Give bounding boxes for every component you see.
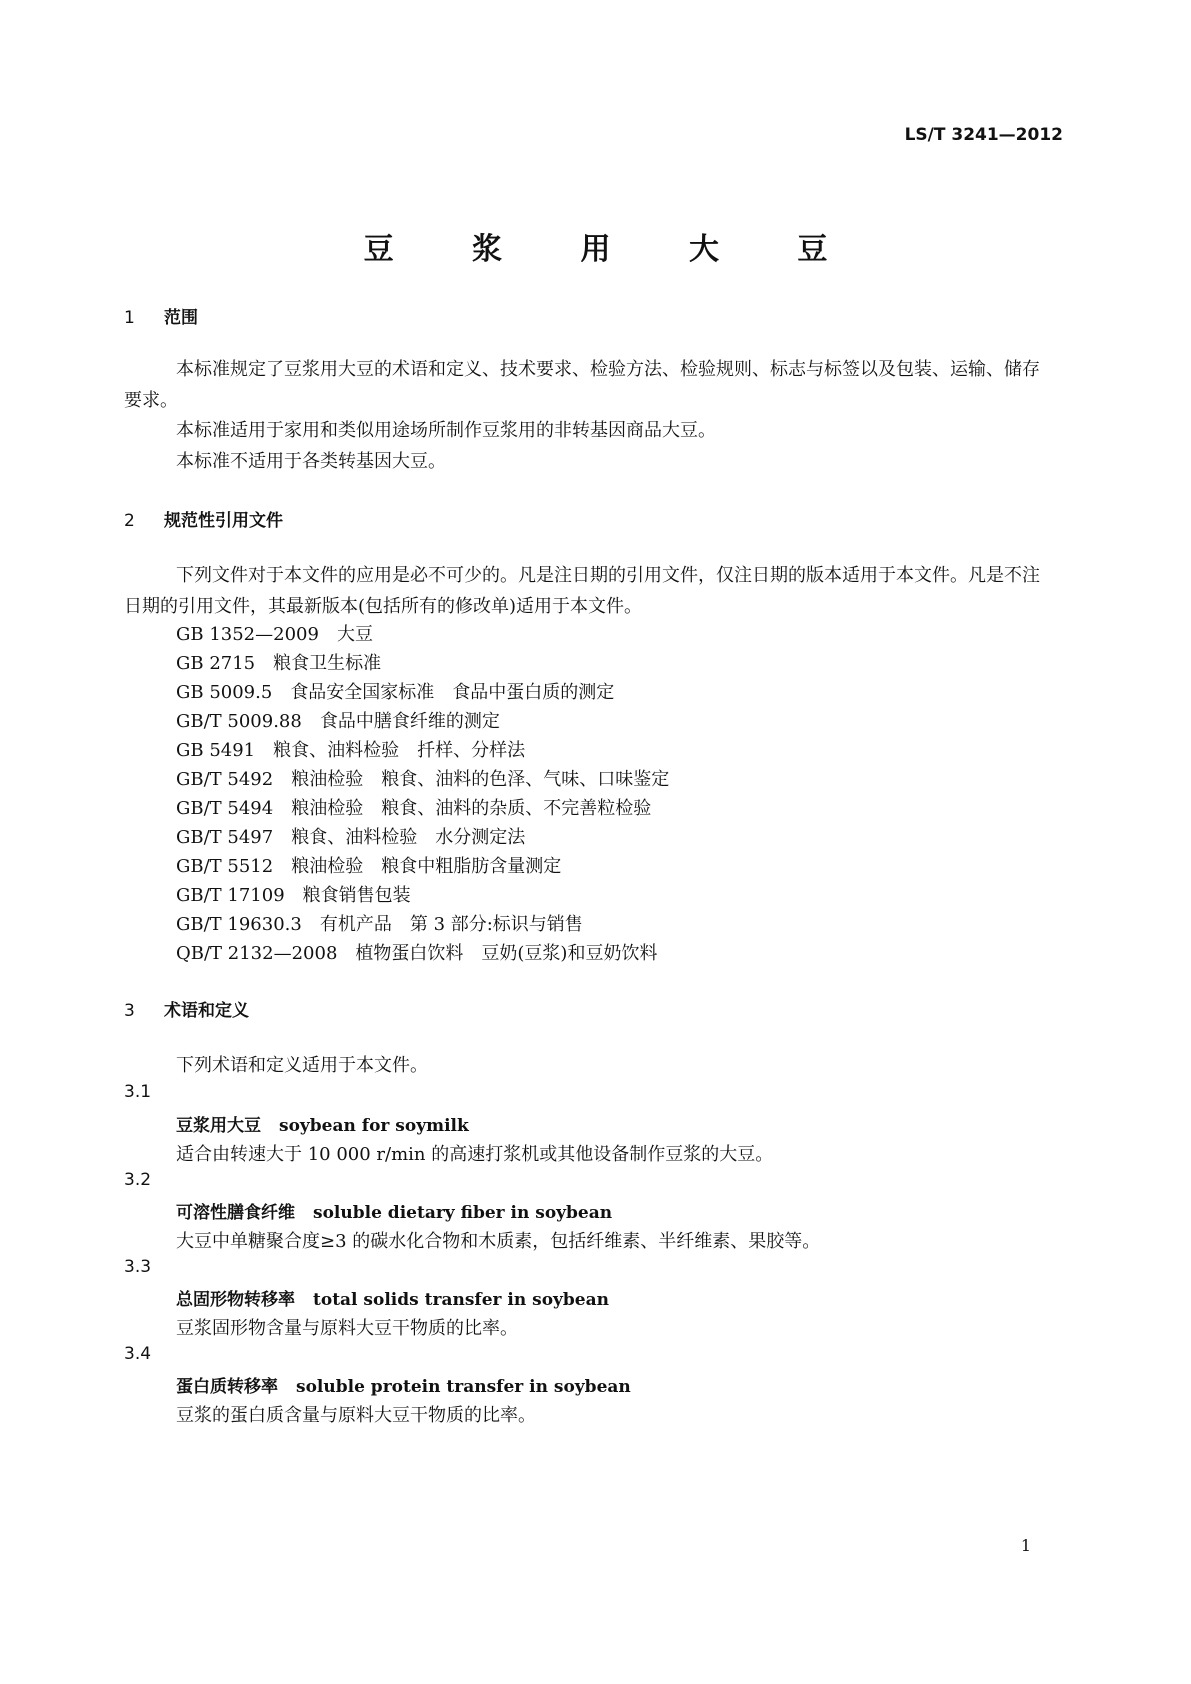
term-zh: 蛋白质转移率: [176, 1377, 278, 1397]
paragraph: 本标准适用于家用和类似用途场所制作豆浆用的非转基因商品大豆。: [176, 420, 716, 441]
ref-title: 有机产品: [319, 914, 392, 935]
ref-code: GB 2715: [176, 653, 256, 674]
ref-subtitle: 粮食中粗脂肪含量测定: [381, 856, 562, 877]
paragraph: 本标准不适用于各类转基因大豆。: [176, 451, 446, 472]
reference-item: [176, 823, 525, 849]
ref-code: GB 5009.5: [176, 682, 273, 703]
section-title: 术语和定义: [164, 1001, 249, 1021]
ref-code: GB/T 5512: [176, 856, 274, 877]
ref-title: 粮食、油料检验: [273, 740, 400, 761]
paragraph: 下列术语和定义适用于本文件。: [176, 1055, 428, 1076]
term-definition: 豆浆的蛋白质含量与原料大豆干物质的比率。: [176, 1405, 536, 1426]
reference-item: [176, 852, 561, 878]
term-number: 3.1: [124, 1082, 152, 1102]
term-definition: 适合由转速大于 10 000 r/min 的高速打浆机或其他设备制作豆浆的大豆。: [176, 1144, 774, 1165]
ref-code: GB/T 5497: [176, 827, 274, 848]
ref-title: 大豆: [336, 624, 373, 645]
section-2-heading: [124, 506, 283, 531]
section-number: 3: [124, 1001, 135, 1021]
term-number: 3.4: [124, 1344, 152, 1364]
ref-title: 粮食卫生标准: [273, 653, 382, 674]
ref-subtitle: 豆奶(豆浆)和豆奶饮料: [481, 943, 658, 964]
reference-item: [176, 910, 583, 936]
ref-code: GB/T 5492: [176, 769, 274, 790]
section-number: 1: [124, 308, 135, 328]
reference-item: [176, 620, 373, 646]
term-zh: 豆浆用大豆: [176, 1116, 261, 1136]
term-definition: 大豆中单糖聚合度≥3 的碳水化合物和木质素，包括纤维素、半纤维素、果胶等。: [176, 1231, 821, 1252]
ref-title: 粮食销售包装: [302, 885, 411, 906]
ref-title: 粮油检验: [291, 769, 364, 790]
reference-item: [176, 881, 411, 907]
ref-title: 粮油检验: [291, 856, 364, 877]
term-heading: [176, 1372, 631, 1397]
term-en: total solids transfer in soybean: [313, 1290, 609, 1310]
reference-item: [176, 794, 651, 820]
ref-subtitle: 粮食、油料的杂质、不完善粒检验: [381, 798, 652, 819]
ref-title: 植物蛋白饮料: [355, 943, 464, 964]
ref-subtitle: 粮食、油料的色泽、气味、口味鉴定: [381, 769, 670, 790]
ref-subtitle: 第 3 部分:标识与销售: [409, 914, 583, 935]
reference-item: [176, 765, 669, 791]
term-number: 3.3: [124, 1257, 152, 1277]
ref-code: GB/T 5494: [176, 798, 274, 819]
paragraph: 本标准规定了豆浆用大豆的术语和定义、技术要求、检验方法、检验规则、标志与标签以及包装、运输、储存要求。: [124, 359, 1040, 411]
term-heading: [176, 1285, 609, 1310]
section-3-heading: [124, 996, 249, 1021]
paragraph: 下列文件对于本文件的应用是必不可少的。凡是注日期的引用文件，仅注日期的版本适用于本文件。凡是不注日期的引用文件，其最新版本(包括所有的修改单)适用于本文件。: [124, 565, 1040, 617]
reference-item: [176, 678, 614, 704]
ref-title: 粮油检验: [291, 798, 364, 819]
term-en: soybean for soymilk: [279, 1116, 469, 1136]
term-number: 3.2: [124, 1170, 152, 1190]
term-en: soluble protein transfer in soybean: [296, 1377, 631, 1397]
term-zh: 总固形物转移率: [176, 1290, 295, 1310]
ref-title: 食品中膳食纤维的测定: [319, 711, 500, 732]
reference-item: [176, 649, 381, 675]
term-zh: 可溶性膳食纤维: [176, 1203, 295, 1223]
ref-title: 粮食、油料检验: [291, 827, 418, 848]
term-heading: [176, 1111, 469, 1136]
standard-code: LS/T 3241—2012: [904, 125, 1063, 145]
ref-code: GB/T 5009.88: [176, 711, 302, 732]
ref-code: GB 5491: [176, 740, 256, 761]
ref-title: 食品安全国家标准: [290, 682, 435, 703]
document-title: 豆 浆 用 大 豆: [363, 232, 862, 267]
ref-subtitle: 扦样、分样法: [417, 740, 526, 761]
section-number: 2: [124, 511, 135, 531]
ref-code: QB/T 2132—2008: [176, 943, 338, 964]
page-number: 1: [1020, 1536, 1031, 1555]
reference-item: [176, 736, 525, 762]
term-en: soluble dietary fiber in soybean: [313, 1203, 613, 1223]
section-1-heading: [124, 303, 198, 328]
section-title: 范围: [164, 308, 198, 328]
ref-subtitle: 水分测定法: [435, 827, 526, 848]
term-heading: [176, 1198, 612, 1223]
reference-item: [176, 939, 657, 965]
reference-item: [176, 707, 500, 733]
ref-code: GB/T 19630.3: [176, 914, 302, 935]
ref-subtitle: 食品中蛋白质的测定: [452, 682, 615, 703]
section-title: 规范性引用文件: [164, 511, 283, 531]
ref-code: GB/T 17109: [176, 885, 285, 906]
term-definition: 豆浆固形物含量与原料大豆干物质的比率。: [176, 1318, 518, 1339]
ref-code: GB 1352—2009: [176, 624, 319, 645]
